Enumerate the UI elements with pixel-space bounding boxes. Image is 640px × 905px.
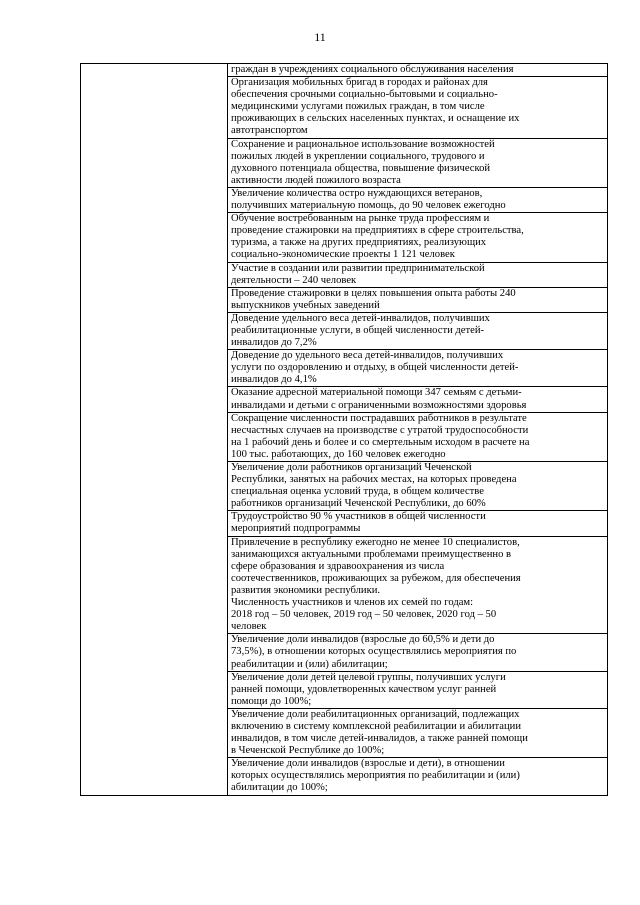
- description-cell: [228, 187, 608, 212]
- text-line: помощи до 100%;: [231, 695, 312, 707]
- description-cell: [228, 350, 608, 387]
- text-line: в Чеченской Республике до 100%;: [231, 745, 385, 757]
- text-line: 2018 год – 50 человек, 2019 год – 50 человек, 2020 год – 50: [231, 609, 497, 621]
- text-line: реабилитации и (или) абилитации;: [231, 658, 388, 670]
- text-line: работников организаций Чеченской Республики, до 60%: [231, 498, 486, 510]
- description-cell: [228, 213, 608, 262]
- description-cell: [228, 64, 608, 77]
- text-line: Увеличение доли инвалидов (взрослые и дети), в отношении: [231, 758, 505, 770]
- text-line: человек: [231, 621, 267, 633]
- text-line: Численность участников и членов их семей по годам:: [231, 597, 474, 609]
- description-cell: [228, 412, 608, 461]
- description-cell: [228, 708, 608, 757]
- table-row: [81, 64, 608, 77]
- text-line: получивших материальную помощь, до 90 человек ежегодно: [231, 200, 506, 212]
- text-line: Увеличение доли инвалидов (взрослые до 60,5% и дети до: [231, 634, 495, 646]
- description-cell: [228, 462, 608, 511]
- text-line: занимающихся актуальными проблемами преимущественно в: [231, 548, 512, 560]
- text-line: Увеличение доли работников организаций Чеченской: [231, 462, 472, 473]
- text-line: пожилых людей в укреплении социального, трудового и: [231, 150, 485, 162]
- description-cell: [228, 262, 608, 287]
- text-line: обеспечения срочными социально-бытовыми и социально-: [231, 89, 498, 101]
- text-line: Увеличение доли детей целевой группы, получивших услуги: [231, 671, 506, 683]
- text-line: специальная оценка условий труда, в общем количестве: [231, 486, 484, 498]
- text-line: развития экономики республики.: [231, 584, 381, 596]
- text-line: Сохранение и рациональное использование возможностей: [231, 138, 495, 150]
- text-line: реабилитационные услуги, в общей численности детей-: [231, 324, 485, 336]
- text-line: Республики, занятых на рабочих местах, на которых проведена: [231, 474, 517, 486]
- description-cell: [228, 312, 608, 349]
- page-number: 11: [314, 30, 326, 44]
- text-line: инвалидов, в том числе детей-инвалидов, а также ранней помощи: [231, 733, 528, 745]
- text-line: Привлечение в республику ежегодно не менее 10 специалистов,: [231, 536, 520, 548]
- text-line: Сокращение численности пострадавших работников в результате: [231, 412, 527, 424]
- text-line: Участие в создании или развитии предпринимательской: [231, 262, 485, 274]
- text-line: Организация мобильных бригад в городах и районах для: [231, 77, 488, 89]
- text-line: проведение стажировки на предприятиях в сфере строительства,: [231, 225, 524, 237]
- text-line: 100 тыс. работающих, до 160 человек ежегодно: [231, 448, 446, 460]
- text-line: абилитации до 100%;: [231, 782, 328, 794]
- description-cell: [228, 77, 608, 138]
- text-line: выпускников учебных заведений: [231, 299, 380, 311]
- program-table: [80, 63, 608, 796]
- table-body: [81, 64, 608, 796]
- description-cell: [228, 634, 608, 671]
- description-cell: [228, 758, 608, 795]
- text-line: Увеличение количества остро нуждающихся ветеранов,: [231, 187, 483, 199]
- text-line: проживающих в сельских населенных пунктах, и оснащение их: [231, 113, 520, 125]
- text-line: Проведение стажировки в целях повышения опыта работы 240: [231, 287, 516, 299]
- text-line: на 1 рабочий день и более и со смертельным исходом в расчете на: [231, 436, 530, 448]
- text-line: сфере образования и здравоохранения из числа: [231, 560, 445, 572]
- left-column-cell: [81, 64, 228, 796]
- text-line: Увеличение доли реабилитационных организаций, подлежащих: [231, 708, 520, 720]
- text-line: инвалидов до 4,1%: [231, 374, 317, 386]
- text-line: Обучение востребованным на рынке труда профессиям и: [231, 213, 490, 225]
- description-cell: [228, 287, 608, 312]
- text-line: включению в систему комплексной реабилитации и абилитации: [231, 720, 521, 732]
- text-line: активности людей пожилого возраста: [231, 174, 401, 186]
- text-line: инвалидов до 7,2%: [231, 337, 317, 349]
- text-line: социально-экономические проекты 1 121 человек: [231, 249, 455, 261]
- text-line: медицинскими услугами пожилых граждан, в том числе: [231, 101, 485, 113]
- text-line: туризма, а также на других предприятиях, реализующих: [231, 237, 487, 249]
- text-line: граждан в учреждениях социального обслуживания населения: [231, 64, 514, 75]
- text-line: деятельности – 240 человек: [231, 274, 357, 286]
- text-line: услуги по оздоровлению и отдыху, в общей численности детей-: [231, 362, 519, 374]
- text-line: мероприятий подпрограммы: [231, 523, 361, 535]
- text-line: духовного потенциала общества, повышение физической: [231, 162, 491, 174]
- text-line: ранней помощи, удовлетворенных качеством услуг ранней: [231, 683, 497, 695]
- text-line: Доведение удельного веса детей-инвалидов, получивших: [231, 312, 490, 324]
- text-line: инвалидами и детьми с ограниченными возможностями здоровья: [231, 399, 527, 411]
- text-line: автотранспортом: [231, 125, 308, 137]
- description-cell: [228, 387, 608, 412]
- description-cell: [228, 138, 608, 187]
- text-line: Трудоустройство 90 % участников в общей численности: [231, 511, 486, 523]
- text-line: Оказание адресной материальной помощи 347 семьям с детьми-: [231, 387, 522, 399]
- description-cell: [228, 671, 608, 708]
- text-line: соотечественников, проживающих за рубежом, для обеспечения: [231, 572, 521, 584]
- text-line: 73,5%), в отношении которых осуществлялись мероприятия по: [231, 646, 517, 658]
- text-line: несчастных случаев на производстве с утратой трудоспособности: [231, 424, 529, 436]
- description-cell: [228, 536, 608, 634]
- text-line: которых осуществлялись мероприятия по реабилитации и (или): [231, 770, 520, 782]
- description-cell: [228, 511, 608, 536]
- text-line: Доведение до удельного веса детей-инвалидов, получивших: [231, 350, 504, 362]
